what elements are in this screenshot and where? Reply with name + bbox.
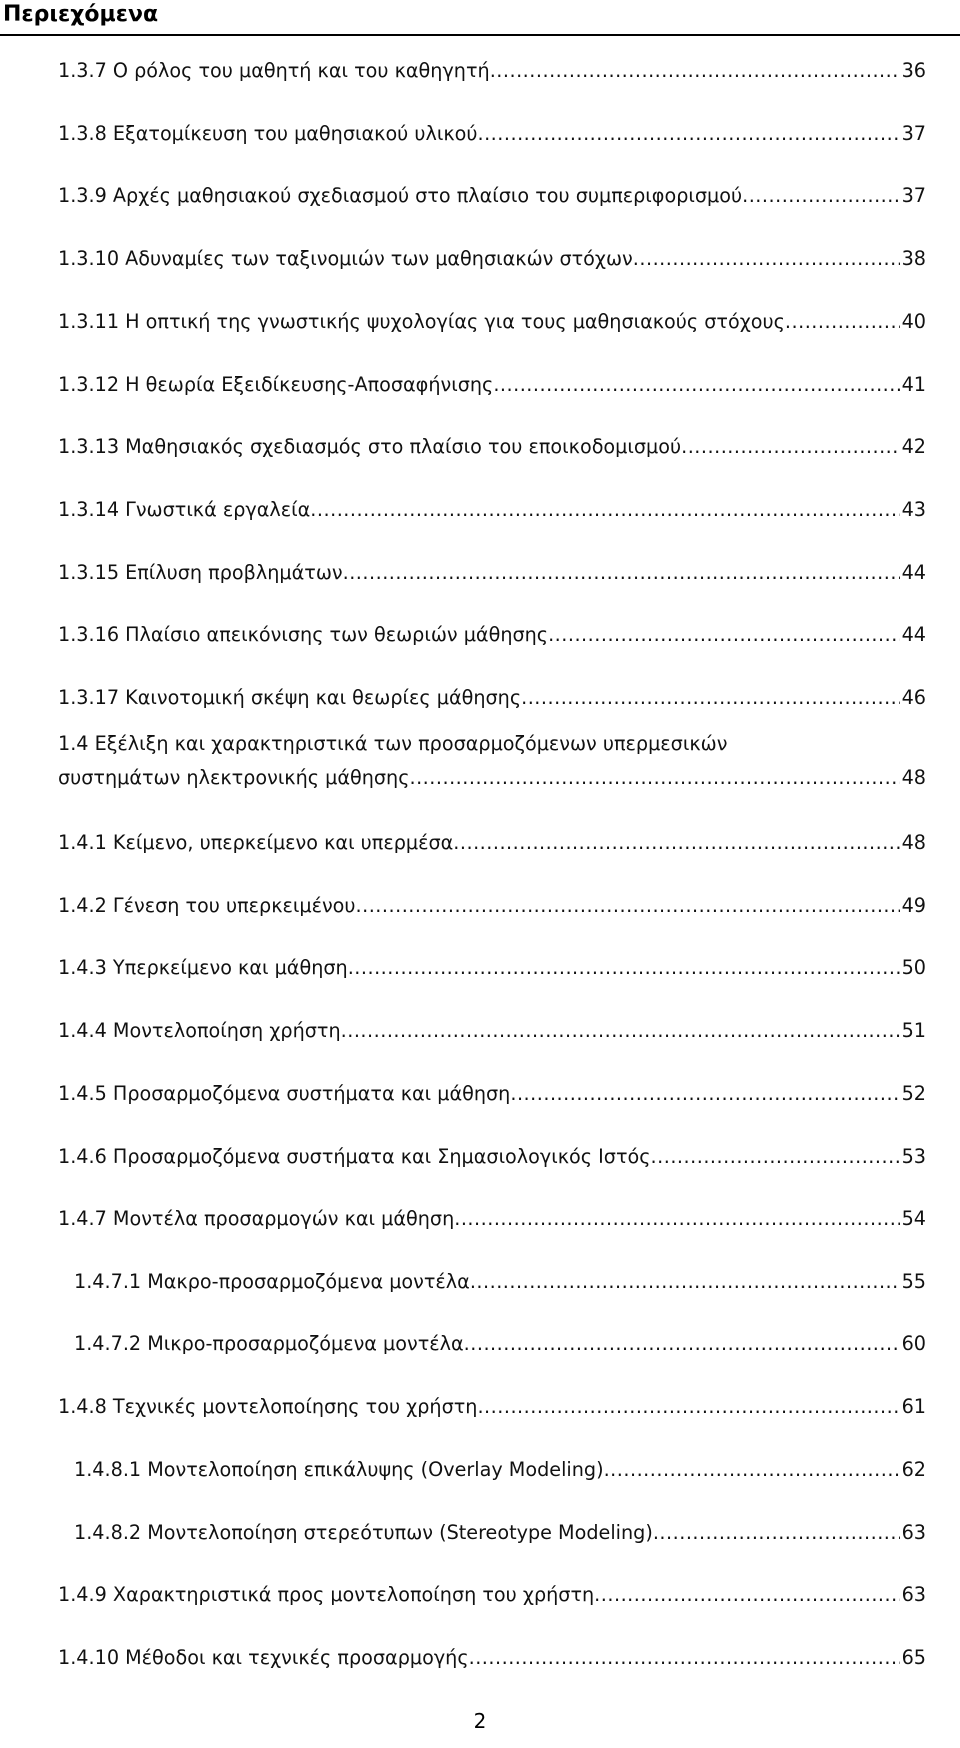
dot-leader bbox=[594, 1578, 899, 1612]
dot-leader bbox=[653, 1516, 900, 1550]
toc-entry[interactable] bbox=[58, 618, 926, 652]
toc-entry-title: 1.3.15 Επίλυση προβλημάτων bbox=[58, 561, 343, 584]
dot-leader bbox=[454, 1202, 899, 1236]
toc-entry-page: 42 bbox=[901, 435, 926, 458]
toc-entry-page: 43 bbox=[901, 498, 926, 521]
dot-leader bbox=[742, 179, 899, 213]
toc-entry-title: 1.3.7 Ο ρόλος του μαθητή και του καθηγητή bbox=[58, 59, 490, 82]
dot-leader bbox=[477, 117, 899, 151]
toc-entry-title: 1.3.13 Μαθησιακός σχεδιασμός στο πλαίσιο του εποικοδομισμού bbox=[58, 435, 682, 458]
dot-leader bbox=[470, 1265, 900, 1299]
toc-entry[interactable] bbox=[58, 951, 926, 985]
dot-leader bbox=[469, 1641, 900, 1675]
dot-leader bbox=[604, 1453, 900, 1487]
toc-entry-title-line1: 1.4 Εξέλιξη και χαρακτηριστικά των προσαρμοζόμενων υπερμεσικών bbox=[58, 732, 728, 755]
dot-leader bbox=[356, 889, 900, 923]
toc-entry-page: 44 bbox=[901, 561, 926, 584]
dot-leader bbox=[453, 826, 899, 860]
toc-entry-title: 1.3.17 Καινοτομική σκέψη και θεωρίες μάθησης bbox=[58, 686, 522, 709]
toc-entry-page: 63 bbox=[901, 1521, 926, 1544]
toc-entry-page: 40 bbox=[901, 310, 926, 333]
dot-leader bbox=[681, 430, 899, 464]
toc-entry[interactable] bbox=[58, 368, 926, 402]
toc-entry[interactable] bbox=[58, 1014, 926, 1048]
toc-entry-page: 63 bbox=[901, 1583, 926, 1606]
dot-leader bbox=[490, 54, 900, 88]
toc-entry-page: 53 bbox=[901, 1145, 926, 1168]
toc-entry[interactable] bbox=[74, 1453, 926, 1487]
toc-entry-page: 49 bbox=[901, 894, 926, 917]
toc-entry-title: 1.4.6 Προσαρμοζόμενα συστήματα και Σημασιολογικός Ιστός bbox=[58, 1145, 651, 1168]
dot-leader bbox=[348, 951, 900, 985]
toc-entry[interactable] bbox=[58, 1641, 926, 1675]
toc-entry-title: 1.4.10 Μέθοδοι και τεχνικές προσαρμογής bbox=[58, 1646, 469, 1669]
toc-entry-title: 1.3.12 Η θεωρία Εξειδίκευσης-Αποσαφήνισης bbox=[58, 373, 494, 396]
toc-entry-page: 55 bbox=[901, 1270, 926, 1293]
toc-entry[interactable] bbox=[58, 1140, 926, 1174]
toc-entry-title: 1.3.8 Εξατομίκευση του μαθησιακού υλικού bbox=[58, 122, 478, 145]
toc-entry-page: 46 bbox=[901, 686, 926, 709]
toc-entry-page: 48 bbox=[901, 831, 926, 854]
toc-entry-title: 1.4.1 Κείμενο, υπερκείμενο και υπερμέσα bbox=[58, 831, 454, 854]
toc-entry-title: 1.3.16 Πλαίσιο απεικόνισης των θεωριών μάθησης bbox=[58, 623, 549, 646]
toc-entry-title: 1.4.7.1 Μακρο-προσαρμοζόμενα μοντέλα bbox=[74, 1270, 470, 1293]
toc-entry[interactable] bbox=[58, 117, 926, 151]
toc-entry[interactable] bbox=[58, 54, 926, 88]
toc-entry-page: 60 bbox=[901, 1332, 926, 1355]
toc-entry-page: 38 bbox=[901, 247, 926, 270]
dot-leader bbox=[548, 618, 900, 652]
toc-entry-page: 52 bbox=[901, 1082, 926, 1105]
toc-entry[interactable] bbox=[58, 305, 926, 339]
toc-entry-title: συστημάτων ηλεκτρονικής μάθησης bbox=[58, 766, 410, 789]
dot-leader bbox=[341, 1014, 900, 1048]
toc-entry-title: 1.4.8 Τεχνικές μοντελοποίησης του χρήστη bbox=[58, 1395, 478, 1418]
toc-entry-page: 61 bbox=[901, 1395, 926, 1418]
toc-entry-title: 1.3.9 Αρχές μαθησιακού σχεδιασμού στο πλαίσιο του συμπεριφορισμού bbox=[58, 184, 743, 207]
dot-leader bbox=[343, 556, 900, 590]
toc-entry[interactable] bbox=[58, 1390, 926, 1424]
toc-entry-page: 37 bbox=[901, 122, 926, 145]
toc-entry[interactable] bbox=[58, 430, 926, 464]
toc-entry[interactable] bbox=[58, 889, 926, 923]
toc-entry[interactable] bbox=[74, 1516, 926, 1550]
toc-entry[interactable] bbox=[74, 1327, 926, 1361]
toc-entry-page: 36 bbox=[901, 59, 926, 82]
toc-entry-page: 62 bbox=[901, 1458, 926, 1481]
toc-entry-section[interactable] bbox=[58, 727, 926, 795]
dot-leader bbox=[510, 1077, 899, 1111]
toc-entry[interactable] bbox=[58, 681, 926, 715]
toc-entry-page: 51 bbox=[901, 1019, 926, 1042]
toc-entry-page: 65 bbox=[901, 1646, 926, 1669]
toc-entry[interactable] bbox=[58, 242, 926, 276]
toc-entry[interactable] bbox=[58, 556, 926, 590]
toc-entry[interactable] bbox=[58, 1202, 926, 1236]
dot-leader bbox=[633, 242, 900, 276]
dot-leader bbox=[785, 305, 900, 339]
dot-leader bbox=[464, 1327, 900, 1361]
toc-entry-page: 50 bbox=[901, 956, 926, 979]
toc-entry-page: 44 bbox=[901, 623, 926, 646]
toc-entry[interactable] bbox=[58, 1578, 926, 1612]
toc-entry-title: 1.4.8.1 Μοντελοποίηση επικάλυψης (Overlay Modeling) bbox=[74, 1458, 604, 1481]
toc-entry-title: 1.4.8.2 Μοντελοποίηση στερεότυπων (Stereotype Modeling) bbox=[74, 1521, 653, 1544]
toc-entry[interactable] bbox=[58, 179, 926, 213]
toc-entry-page: 54 bbox=[901, 1207, 926, 1230]
dot-leader bbox=[310, 493, 899, 527]
toc-entry-title: 1.4.9 Χαρακτηριστικά προς μοντελοποίηση του χρήστη bbox=[58, 1583, 595, 1606]
toc-entry[interactable] bbox=[58, 826, 926, 860]
toc-entry-title: 1.3.10 Αδυναμίες των ταξινομιών των μαθησιακών στόχων bbox=[58, 247, 633, 270]
toc-entry-title: 1.4.3 Υπερκείμενο και μάθηση bbox=[58, 956, 348, 979]
dot-leader bbox=[409, 761, 899, 795]
toc-entry-title: 1.3.11 Η οπτική της γνωστικής ψυχολογίας για τους μαθησιακούς στόχους bbox=[58, 310, 785, 333]
toc-entry-page: 41 bbox=[901, 373, 926, 396]
toc-entry-page: 48 bbox=[901, 766, 926, 789]
toc-entry-title: 1.3.14 Γνωστικά εργαλεία bbox=[58, 498, 311, 521]
toc-entry-page: 37 bbox=[901, 184, 926, 207]
toc-entry-title: 1.4.4 Μοντελοποίηση χρήστη bbox=[58, 1019, 341, 1042]
dot-leader bbox=[493, 368, 899, 402]
toc-entry-title: 1.4.2 Γένεση του υπερκειμένου bbox=[58, 894, 356, 917]
dot-leader bbox=[477, 1390, 899, 1424]
toc-entry-title: 1.4.5 Προσαρμοζόμενα συστήματα και μάθηση bbox=[58, 1082, 511, 1105]
toc-entry-title: 1.4.7.2 Μικρο-προσαρμοζόμενα μοντέλα bbox=[74, 1332, 464, 1355]
toc-entry[interactable] bbox=[58, 493, 926, 527]
toc-entry[interactable] bbox=[74, 1265, 926, 1299]
toc-entry-title: 1.4.7 Μοντέλα προσαρμογών και μάθηση bbox=[58, 1207, 455, 1230]
toc-entry[interactable] bbox=[58, 1077, 926, 1111]
dot-leader bbox=[521, 681, 899, 715]
page-number: 2 bbox=[473, 1709, 487, 1733]
dot-leader bbox=[651, 1140, 900, 1174]
toc-heading: Περιεχόμενα bbox=[3, 2, 159, 27]
